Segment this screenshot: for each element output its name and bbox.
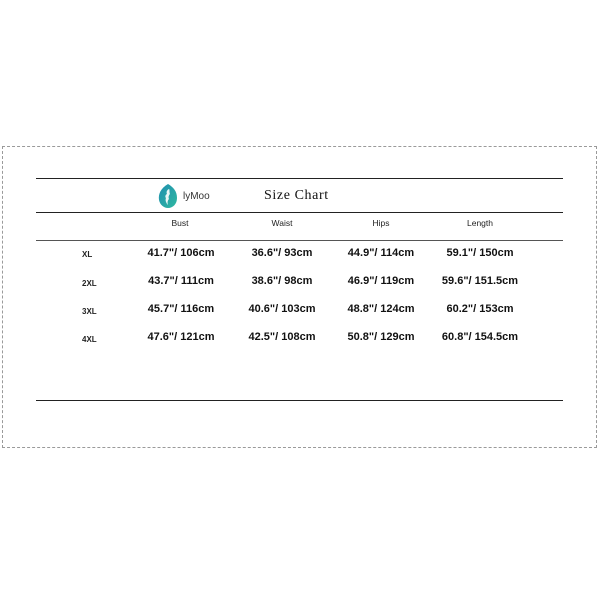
table-cell: 40.6"/ 103cm xyxy=(248,303,316,315)
column-header-hips: Hips xyxy=(372,218,390,228)
column-header-bust: Bust xyxy=(171,218,189,228)
size-label: 3XL xyxy=(82,307,97,316)
table-cell: 46.9"/ 119cm xyxy=(347,275,415,287)
table-cell: 43.7"/ 111cm xyxy=(148,275,214,287)
table-cell: 45.7"/ 116cm xyxy=(147,303,215,315)
title-rule xyxy=(36,212,563,213)
table-cell: 59.1"/ 150cm xyxy=(446,247,514,259)
table-cell: 38.6"/ 98cm xyxy=(251,275,313,287)
column-header-length: Length xyxy=(467,218,493,228)
table-cell: 42.5"/ 108cm xyxy=(248,331,316,343)
woman-silhouette-leaf-icon xyxy=(157,183,179,209)
table-cell: 36.6"/ 93cm xyxy=(251,247,313,259)
table-cell: 48.8"/ 124cm xyxy=(347,303,415,315)
header-rule xyxy=(36,240,563,241)
column-header-waist: Waist xyxy=(271,218,293,228)
top-rule xyxy=(36,178,563,179)
size-label: 4XL xyxy=(82,335,97,344)
table-cell: 50.8"/ 129cm xyxy=(347,331,415,343)
table-cell: 44.9"/ 114cm xyxy=(347,247,415,259)
table-cell: 41.7"/ 106cm xyxy=(147,247,215,259)
page-title: Size Chart xyxy=(264,188,329,203)
brand-logo xyxy=(157,183,210,209)
table-cell: 60.8"/ 154.5cm xyxy=(441,331,519,343)
bottom-rule xyxy=(36,400,563,401)
size-label: 2XL xyxy=(82,279,97,288)
table-cell: 59.6"/ 151.5cm xyxy=(441,275,519,287)
table-cell: 60.2"/ 153cm xyxy=(446,303,514,315)
table-cell: 47.6"/ 121cm xyxy=(147,331,215,343)
brand-name: lyMoo xyxy=(183,190,210,202)
size-label: XL xyxy=(82,250,93,259)
